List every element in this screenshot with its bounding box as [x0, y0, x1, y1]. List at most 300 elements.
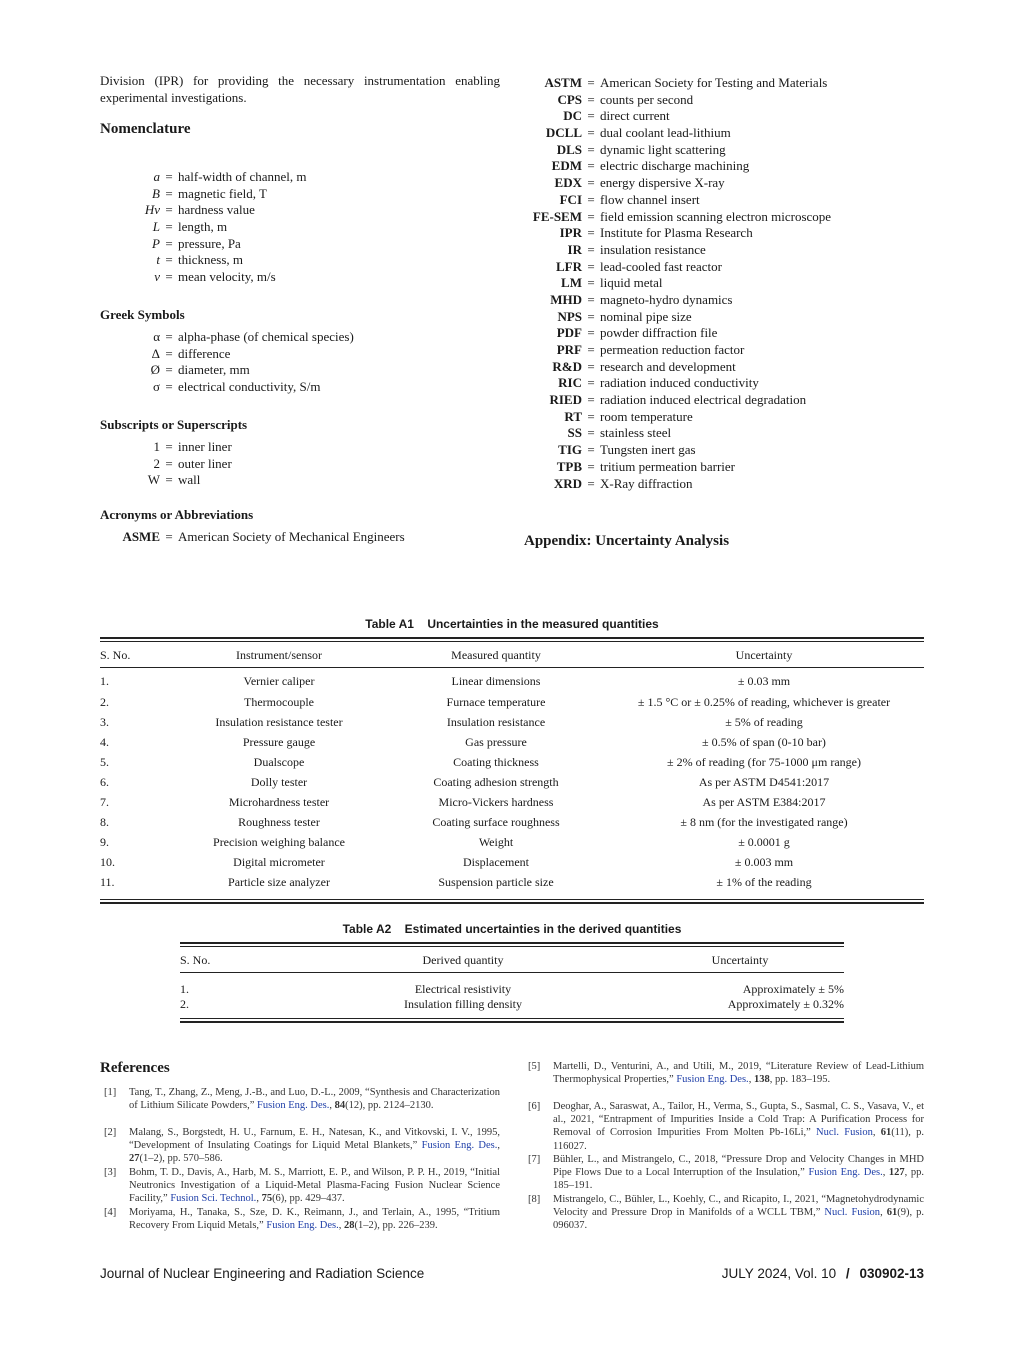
definition-symbol: LM	[561, 275, 582, 291]
equals-sign: =	[587, 191, 595, 207]
reference-volume: 75	[261, 1193, 273, 1205]
equals-sign: =	[587, 325, 595, 341]
definition-text: wall	[178, 472, 201, 488]
definition-text: X-Ray diffraction	[600, 475, 693, 491]
definition-symbol: Hv	[144, 202, 160, 218]
definition-symbol: ASTM	[544, 75, 582, 90]
reference-text: Mistrangelo, C., Bühler, L., Koehly, C., and Ricapito, I., 2021, “Magnetohydrodynamic Velocity and Pressure Drop in Manifolds of a WCLL TBM,” Nucl. Fusion, 61(9), p. 096037.	[553, 1194, 925, 1232]
table-cell: Linear dimensions	[451, 674, 541, 688]
table-cell: 7.	[100, 794, 109, 809]
subscripts-list	[100, 439, 232, 489]
table-row	[180, 969, 844, 997]
table-cell: 3.	[100, 714, 109, 729]
definition-row	[100, 329, 354, 346]
definition-row	[520, 259, 831, 276]
definition-symbol: LFR	[556, 258, 582, 274]
definition-symbol: a	[153, 169, 160, 184]
equals-sign: =	[587, 392, 595, 408]
reference-number: [7]	[528, 1154, 541, 1165]
reference-citation: Martelli, D., Venturini, A., and Utili, M., 2019, “Literature Review of Lead-Lithium Thermophysical Properties,”	[553, 1061, 924, 1086]
table-cell: Displacement	[463, 854, 529, 869]
definition-symbol: MHD	[550, 291, 582, 307]
definition-symbol: σ	[152, 379, 160, 395]
equals-sign: =	[587, 241, 595, 257]
equals-sign: =	[165, 345, 173, 361]
table-a2-header-uncertainty: Uncertainty	[711, 952, 769, 967]
table-cell: Thermocouple	[244, 694, 314, 709]
references-heading: References	[100, 1060, 170, 1076]
equals-sign: =	[587, 158, 595, 174]
definition-symbol: t	[156, 252, 160, 268]
equals-sign: =	[587, 75, 595, 90]
equals-sign: =	[587, 442, 595, 458]
definition-symbol: NPS	[557, 308, 582, 324]
table-cell: Furnace temperature	[446, 694, 546, 709]
definition-row	[100, 202, 307, 219]
definition-text: electric discharge machining	[600, 158, 750, 174]
definition-symbol: DCLL	[545, 125, 582, 141]
equals-sign: =	[165, 329, 173, 344]
reference-pages: (6), pp. 429–437.	[272, 1193, 345, 1205]
table-cell: ± 2% of reading (for 75-1000 μm range)	[667, 754, 861, 769]
definition-row	[520, 342, 831, 359]
reference-journal-link[interactable]: Nucl. Fusion	[824, 1207, 881, 1219]
table-a1-bottom-rule	[100, 902, 924, 904]
equals-sign: =	[587, 208, 595, 224]
table-cell: ± 8 nm (for the investigated range)	[680, 814, 848, 829]
table-cell: As per ASTM D4541:2017	[698, 774, 830, 789]
table-a2	[180, 951, 844, 1012]
reference-text: Martelli, D., Venturini, A., and Utili, M., 2019, “Literature Review of Lead-Lithium Thermophysical Properties,” Fusion Eng. Des., 138, pp. 183–195.	[553, 1061, 924, 1086]
table-a1	[100, 646, 924, 892]
definition-text: outer liner	[178, 455, 232, 471]
nomenclature-heading: Nomenclature	[100, 121, 191, 137]
table-a1-caption	[100, 617, 924, 631]
table-cell: Dolly tester	[250, 774, 308, 789]
equals-sign: =	[587, 258, 595, 274]
footer-journal-name: Journal of Nuclear Engineering and Radiation Science	[100, 1266, 425, 1281]
table-cell: Insulation filling density	[404, 997, 522, 1011]
equals-sign: =	[165, 362, 173, 378]
definition-row	[100, 439, 232, 456]
definition-symbol: Δ	[151, 345, 160, 361]
table-a2-bottom-rule-inner	[180, 1018, 844, 1019]
table-cell: 2.	[100, 694, 109, 709]
definition-text: pressure, Pa	[178, 235, 241, 251]
subscripts-heading: Subscripts or Superscripts	[100, 417, 248, 432]
reference-journal-link[interactable]: Nucl. Fusion	[816, 1127, 873, 1139]
definition-row	[520, 225, 831, 242]
equals-sign: =	[165, 379, 173, 395]
reference-item	[528, 1193, 924, 1233]
reference-volume: 28	[343, 1220, 355, 1232]
footer-page-number: 030902-13	[859, 1266, 924, 1281]
table-cell: Insulation resistance tester	[215, 714, 343, 729]
table-row	[100, 832, 924, 852]
definition-row	[520, 359, 831, 376]
table-a2-header-rule	[180, 972, 844, 973]
definition-row	[520, 192, 831, 209]
table-cell: 8.	[100, 814, 109, 829]
reference-text: Bohm, T. D., Davis, A., Harb, M. S., Marriott, E. P., and Wilson, P. P. H., 2019, “Initial Neutronics Investigation of a Liquid-Metal Plasma-Facing Fusion Nuclear Science Facility,” Fusion Sci. Technol., 75(6), pp. 429–437.	[129, 1167, 500, 1205]
definition-text: insulation resistance	[600, 241, 706, 257]
definition-text: radiation induced conductivity	[600, 375, 759, 391]
definition-text: inner liner	[178, 439, 232, 454]
table-cell: 6.	[100, 774, 109, 789]
reference-citation: Mistrangelo, C., Bühler, L., Koehly, C., and Ricapito, I., 2021, “Magnetohydrodynamic Velocity and Pressure Drop in Manifolds of a WCLL TBM,”	[553, 1194, 924, 1219]
table-cell: Insulation resistance	[446, 714, 546, 729]
acronyms-list-continued	[520, 75, 831, 492]
table-cell: ± 0.03 mm	[737, 674, 791, 688]
intro-paragraph: Division (IPR) for providing the necessary instrumentation enabling experimental investigations.	[100, 73, 500, 105]
acronym-definition: American Society of Mechanical Engineers	[178, 529, 405, 544]
table-cell: Particle size analyzer	[228, 874, 330, 889]
table-a1-header-rule	[100, 667, 924, 668]
reference-text: Tang, T., Zhang, Z., Meng, J.-B., and Luo, D.-L., 2009, “Synthesis and Characterization of Lithium Silicate Powders,” Fusion Eng. Des., 84(12), pp. 2124–2130.	[129, 1087, 500, 1112]
table-row	[100, 772, 924, 792]
definition-text: permeation reduction factor	[600, 342, 745, 357]
footer-issue-info	[722, 1266, 924, 1281]
definition-symbol: TIG	[558, 442, 582, 458]
definition-text: difference	[178, 345, 231, 361]
table-a1-bottom-rule-inner	[100, 899, 924, 900]
definition-text: Tungsten inert gas	[600, 442, 696, 458]
definition-text: liquid metal	[600, 275, 663, 291]
definition-row	[100, 252, 307, 269]
definition-row	[520, 309, 831, 326]
definition-symbol: FCI	[559, 191, 582, 207]
equals-sign: =	[587, 91, 595, 107]
table-cell: ± 1% of the reading	[716, 874, 812, 889]
table-a1-header-sno: S. No.	[100, 647, 131, 662]
reference-pages: (9), p. 096037.	[553, 1207, 925, 1232]
reference-text: Moriyama, H., Tanaka, S., Sze, D. K., Reimann, J., and Terlain, A., 1995, “Tritium Recovery From Liquid Metals,” Fusion Eng. Des., 28(1–2), pp. 226–239.	[129, 1207, 500, 1232]
table-a1-title: Uncertainties in the measured quantities	[427, 617, 659, 631]
reference-number: [3]	[104, 1167, 117, 1178]
footer-issue: JULY 2024, Vol. 10	[721, 1266, 837, 1281]
table-a2-label: Table A2	[342, 922, 392, 936]
definition-symbol: EDX	[554, 175, 582, 191]
greek-symbols-heading: Greek Symbols	[100, 307, 185, 322]
equals-sign: =	[587, 475, 595, 491]
table-cell: 11.	[100, 874, 115, 889]
table-cell: ± 0.5% of span (0-10 bar)	[702, 734, 826, 749]
equals-sign: =	[587, 175, 595, 191]
table-cell: Micro-Vickers hardness	[438, 794, 554, 809]
reference-item	[104, 1126, 500, 1166]
equals-sign: =	[587, 141, 595, 157]
equals-sign: =	[165, 219, 173, 235]
table-cell: Pressure gauge	[242, 734, 316, 749]
table-cell: Roughness tester	[238, 814, 320, 829]
reference-journal-link[interactable]: Fusion Eng. Des.	[676, 1074, 749, 1086]
definition-row	[520, 125, 831, 142]
reference-number: [1]	[104, 1087, 117, 1098]
reference-number: [6]	[528, 1101, 541, 1112]
reference-journal-link[interactable]: Fusion Eng. Des.	[808, 1167, 883, 1179]
definition-text: alpha-phase (of chemical species)	[178, 329, 354, 344]
table-cell: 9.	[100, 834, 109, 849]
table-a1-header-uncertainty: Uncertainty	[735, 647, 793, 662]
footer-separator: /	[845, 1266, 850, 1281]
table-cell: ± 0.0001 g	[738, 834, 790, 849]
reference-journal-link[interactable]: Fusion Sci. Technol.	[170, 1193, 257, 1205]
reference-citation: Tang, T., Zhang, Z., Meng, J.-B., and Luo, D.-L., 2009, “Synthesis and Characterization of Lithium Silicate Powders,”	[129, 1087, 500, 1112]
reference-item	[528, 1100, 924, 1153]
reference-pages: , pp. 185–191.	[553, 1167, 925, 1192]
reference-item	[104, 1206, 500, 1232]
equals-sign: =	[165, 455, 173, 471]
definition-row	[520, 75, 831, 92]
reference-journal-link[interactable]: Fusion Eng. Des.	[421, 1140, 498, 1152]
table-row	[100, 792, 924, 812]
definition-symbol: 2	[153, 455, 160, 471]
reference-volume: 61	[886, 1207, 898, 1219]
equals-sign: =	[165, 169, 173, 184]
definition-text: Institute for Plasma Research	[600, 225, 753, 241]
table-a1-label: Table A1	[365, 617, 414, 631]
definition-text: magnetic field, T	[178, 185, 267, 201]
table-row	[100, 664, 924, 692]
definition-row	[520, 158, 831, 175]
table-row	[100, 752, 924, 772]
definition-row	[520, 476, 831, 493]
reference-volume: 138	[753, 1074, 770, 1086]
definition-row	[520, 275, 831, 292]
table-a2-top-rule	[180, 942, 844, 944]
table-a2-top-rule-inner	[180, 946, 844, 947]
table-row	[100, 812, 924, 832]
definition-symbol: P	[152, 235, 160, 251]
reference-pages: , pp. 183–195.	[769, 1074, 831, 1086]
equals-sign: =	[165, 235, 173, 251]
definition-row	[520, 242, 831, 259]
table-a2-bottom-rule	[180, 1021, 844, 1023]
equals-sign: =	[165, 252, 173, 268]
table-cell: 4.	[100, 734, 109, 749]
table-cell: Microhardness tester	[228, 794, 330, 809]
table-row	[100, 732, 924, 752]
definition-row	[520, 425, 831, 442]
equals-sign: =	[165, 472, 173, 488]
table-cell: Dualscope	[253, 754, 305, 769]
acronym-symbol: ASME	[122, 529, 160, 544]
appendix-heading: Appendix: Uncertainty Analysis	[524, 533, 730, 549]
reference-item	[528, 1153, 924, 1193]
table-cell: Coating thickness	[453, 754, 539, 769]
definition-text: counts per second	[600, 91, 694, 107]
table-cell: 1.	[100, 674, 109, 688]
acronym-first-entry	[100, 529, 405, 546]
table-a2-header-sno: S. No.	[180, 952, 211, 967]
table-a1-header-row	[100, 646, 924, 664]
definition-row	[520, 409, 831, 426]
definition-symbol: W	[147, 472, 160, 488]
reference-text: Malang, S., Borgstedt, H. U., Farnum, E. H., Natesan, K., and Vitkovski, I. V., 1995, “Development of Insulating Coatings for Liquid Metal Blankets,” Fusion Eng. Des., 27(1–2), pp. 570–586.	[129, 1127, 500, 1165]
reference-citation: Malang, S., Borgstedt, H. U., Farnum, E. H., Natesan, K., and Vitkovski, I. V., 1995, “Development of Insulating Coatings for Liquid Metal Blankets,”	[129, 1127, 500, 1152]
definition-row	[100, 472, 232, 489]
definition-symbol: RIC	[558, 375, 582, 391]
definition-symbol: SS	[567, 425, 582, 441]
table-row	[100, 692, 924, 712]
definition-symbol: FE-SEM	[532, 208, 582, 224]
definition-text: research and development	[600, 358, 736, 374]
table-cell: As per ASTM E384:2017	[702, 794, 826, 809]
reference-pages: (1–2), pp. 570–586.	[139, 1153, 223, 1165]
definition-row	[100, 346, 354, 363]
reference-number: [4]	[104, 1207, 117, 1218]
table-row	[100, 712, 924, 732]
table-cell: Suspension particle size	[438, 874, 554, 889]
definition-text: dynamic light scattering	[600, 141, 726, 157]
table-cell: ± 0.003 mm	[734, 854, 794, 869]
table-a2-header-row	[180, 951, 844, 969]
table-a1-header-instrument: Instrument/sensor	[236, 647, 322, 662]
definition-row	[520, 209, 831, 226]
definition-symbol: Ø	[150, 362, 160, 378]
definition-text: diameter, mm	[178, 362, 250, 378]
table-a1-top-rule	[100, 637, 924, 639]
reference-journal-link[interactable]: Fusion Eng. Des.	[266, 1220, 339, 1232]
table-cell: ± 5% of reading	[725, 714, 803, 729]
definition-row	[100, 236, 307, 253]
definition-text: radiation induced electrical degradation	[600, 392, 807, 408]
table-cell: Gas pressure	[465, 734, 527, 749]
nomenclature-list	[100, 169, 307, 286]
definition-row	[520, 325, 831, 342]
equals-sign: =	[165, 269, 173, 285]
definition-symbol: DLS	[556, 141, 582, 157]
equals-sign: =	[587, 275, 595, 291]
definition-symbol: α	[153, 329, 160, 344]
table-cell: Vernier caliper	[243, 674, 315, 688]
definition-text: hardness value	[178, 202, 255, 218]
definition-text: powder diffraction file	[600, 325, 718, 341]
equals-sign: =	[165, 529, 173, 544]
reference-volume: 84	[334, 1100, 346, 1112]
equals-sign: =	[587, 225, 595, 241]
definition-text: mean velocity, m/s	[178, 269, 276, 285]
definition-text: energy dispersive X-ray	[600, 175, 725, 191]
definition-symbol: PDF	[556, 325, 582, 341]
table-a1-header-quantity: Measured quantity	[451, 647, 541, 662]
definition-text: stainless steel	[600, 425, 672, 441]
definition-text: flow channel insert	[600, 191, 700, 207]
equals-sign: =	[587, 425, 595, 441]
table-row	[100, 872, 924, 892]
reference-journal-link[interactable]: Fusion Eng. Des.	[257, 1100, 330, 1112]
definition-text: tritium permeation barrier	[600, 458, 736, 474]
reference-volume: 27	[129, 1153, 140, 1165]
definition-row	[100, 362, 354, 379]
equals-sign: =	[587, 308, 595, 324]
definition-row	[100, 456, 232, 473]
definition-symbol: PRF	[556, 342, 582, 357]
table-cell: Weight	[478, 834, 514, 849]
definition-symbol: EDM	[551, 158, 582, 174]
table-a2-caption	[100, 922, 924, 936]
definition-text: half-width of channel, m	[178, 169, 307, 184]
table-row	[180, 997, 844, 1012]
table-row	[100, 852, 924, 872]
definition-text: nominal pipe size	[600, 308, 692, 324]
definition-text: room temperature	[600, 408, 693, 424]
table-cell: Digital micrometer	[233, 854, 325, 869]
table-cell: 10.	[100, 854, 115, 869]
definition-row	[520, 92, 831, 109]
definition-symbol: v	[154, 269, 160, 285]
definition-symbol: 1	[153, 439, 160, 454]
equals-sign: =	[587, 375, 595, 391]
reference-number: [2]	[104, 1127, 117, 1138]
equals-sign: =	[587, 342, 595, 357]
reference-text: Bühler, L., and Mistrangelo, C., 2018, “Pressure Drop and Velocity Changes in MHD Pipe Flows Due to a Local Interruption of the Insulation,” Fusion Eng. Des., 127, pp. 185–191.	[553, 1154, 925, 1192]
definition-text: direct current	[600, 108, 670, 124]
definition-row	[100, 186, 307, 203]
equals-sign: =	[587, 408, 595, 424]
definition-row	[520, 142, 831, 159]
reference-volume: 127	[888, 1167, 905, 1179]
greek-symbols-list	[100, 329, 354, 396]
definition-row	[520, 392, 831, 409]
definition-text: electrical conductivity, S/m	[178, 379, 321, 395]
table-cell: 1.	[180, 982, 189, 996]
reference-item	[104, 1086, 500, 1112]
definition-text: length, m	[178, 219, 228, 235]
definition-row	[520, 292, 831, 309]
equals-sign: =	[587, 291, 595, 307]
definition-row	[520, 459, 831, 476]
reference-number: [5]	[528, 1061, 541, 1072]
definition-symbol: IR	[567, 241, 582, 257]
definition-symbol: R&D	[552, 358, 582, 374]
definition-symbol: B	[152, 185, 160, 201]
table-a1-top-rule-inner	[100, 641, 924, 642]
table-cell: Electrical resistivity	[414, 982, 512, 996]
equals-sign: =	[165, 439, 173, 454]
definition-row	[100, 379, 354, 396]
definition-symbol: TPB	[556, 458, 582, 474]
table-cell: Coating surface roughness	[432, 814, 560, 829]
definition-row	[520, 442, 831, 459]
definition-text: American Society for Testing and Materials	[600, 75, 828, 90]
equals-sign: =	[165, 202, 173, 218]
definition-symbol: IPR	[559, 225, 582, 241]
acronyms-heading: Acronyms or Abbreviations	[100, 507, 254, 522]
reference-citation: Moriyama, H., Tanaka, S., Sze, D. K., Reimann, J., and Terlain, A., 1995, “Tritium Recovery From Liquid Metals,”	[129, 1207, 500, 1232]
definition-row	[100, 169, 307, 186]
equals-sign: =	[587, 458, 595, 474]
reference-number: [8]	[528, 1194, 541, 1205]
definition-row	[100, 219, 307, 236]
table-a2-title: Estimated uncertainties in the derived quantities	[404, 922, 682, 936]
definition-row	[520, 375, 831, 392]
table-cell: 5.	[100, 754, 109, 769]
reference-pages: (1–2), pp. 226–239.	[354, 1220, 438, 1232]
definition-symbol: L	[152, 219, 160, 235]
definition-symbol: CPS	[557, 91, 582, 107]
definition-text: dual coolant lead-lithium	[600, 125, 731, 141]
definition-symbol: RIED	[549, 392, 582, 408]
table-a2-header-quantity: Derived quantity	[422, 952, 504, 967]
table-cell: Precision weighing balance	[213, 834, 345, 849]
equals-sign: =	[587, 108, 595, 124]
reference-text: Deoghar, A., Saraswat, A., Tailor, H., Verma, S., Gupta, S., Sasmal, C. S., Vasava, V., et al., 2021, “Entrapment of Impurities Inside a Cold Trap: A Purification Process for Removal of Corrosion Impurities From Molten Pb-16Li,” Nucl. Fusion, 61(11), p. 116027.	[553, 1101, 924, 1152]
definition-symbol: DC	[563, 108, 582, 124]
definition-text: lead-cooled fast reactor	[600, 258, 722, 274]
reference-pages: (11), p. 116027.	[553, 1127, 924, 1152]
reference-pages: (12), pp. 2124–2130.	[345, 1100, 434, 1112]
